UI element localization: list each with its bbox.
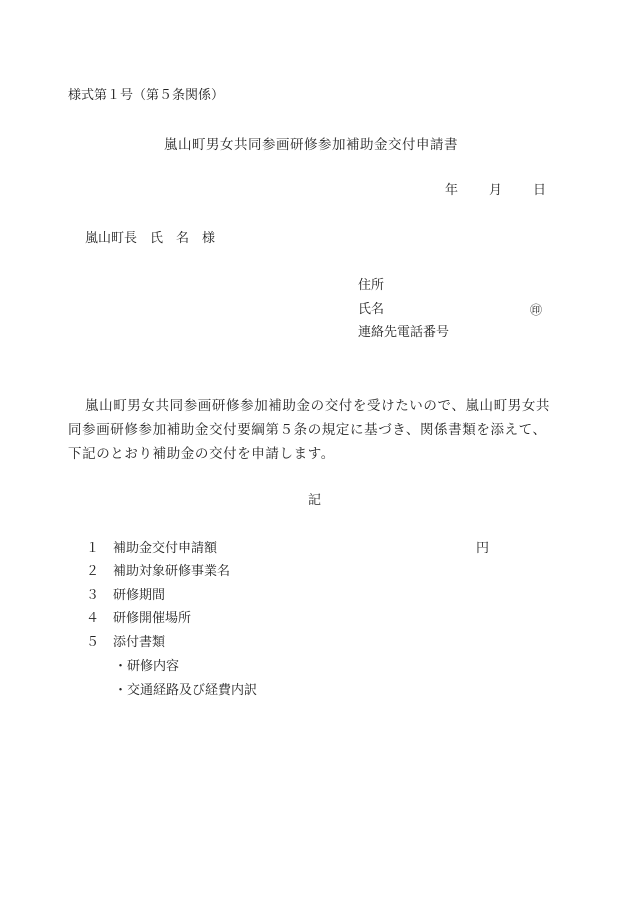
form-number: 様式第１号（第５条関係） [68,88,225,103]
item-unit: 円 [476,541,490,556]
phone-label: 連絡先電話番号 [358,325,450,340]
seal-mark: ㊞ [530,303,543,317]
body-line: 下記のとおり補助金の交付を申請します。 [68,446,335,462]
name-label: 氏名 [358,302,385,317]
attachment-item: ・研修内容 [114,659,180,674]
date-month: 月 [489,183,503,198]
document-title: 嵐山町男女共同参画研修参加補助金交付申請書 [164,137,458,153]
addressee: 嵐山町長 氏 名 様 [85,231,216,246]
item-label: 補助金交付申請額 [113,541,218,556]
address-label: 住所 [358,278,385,293]
attachment-item: ・交通経路及び経費内訳 [114,683,258,698]
ki-heading: 記 [308,493,322,508]
item-label: 補助対象研修事業名 [113,564,231,579]
body-line: 嵐山町男女共同参画研修参加補助金の交付を受けたいので、嵐山町男女共 [85,398,551,414]
item-number: ４ [86,611,100,626]
item-label: 添付書類 [113,635,166,650]
item-label: 研修期間 [113,588,166,603]
body-line: 同参画研修参加補助金交付要綱第５条の規定に基づき、関係書類を添えて、 [68,422,547,438]
item-number: ３ [86,588,100,603]
date-year: 年 [445,183,459,198]
item-number: ５ [86,635,100,650]
item-number: ２ [86,564,100,579]
item-label: 研修開催場所 [113,611,192,626]
item-number: １ [86,541,100,556]
date-day: 日 [533,183,547,198]
